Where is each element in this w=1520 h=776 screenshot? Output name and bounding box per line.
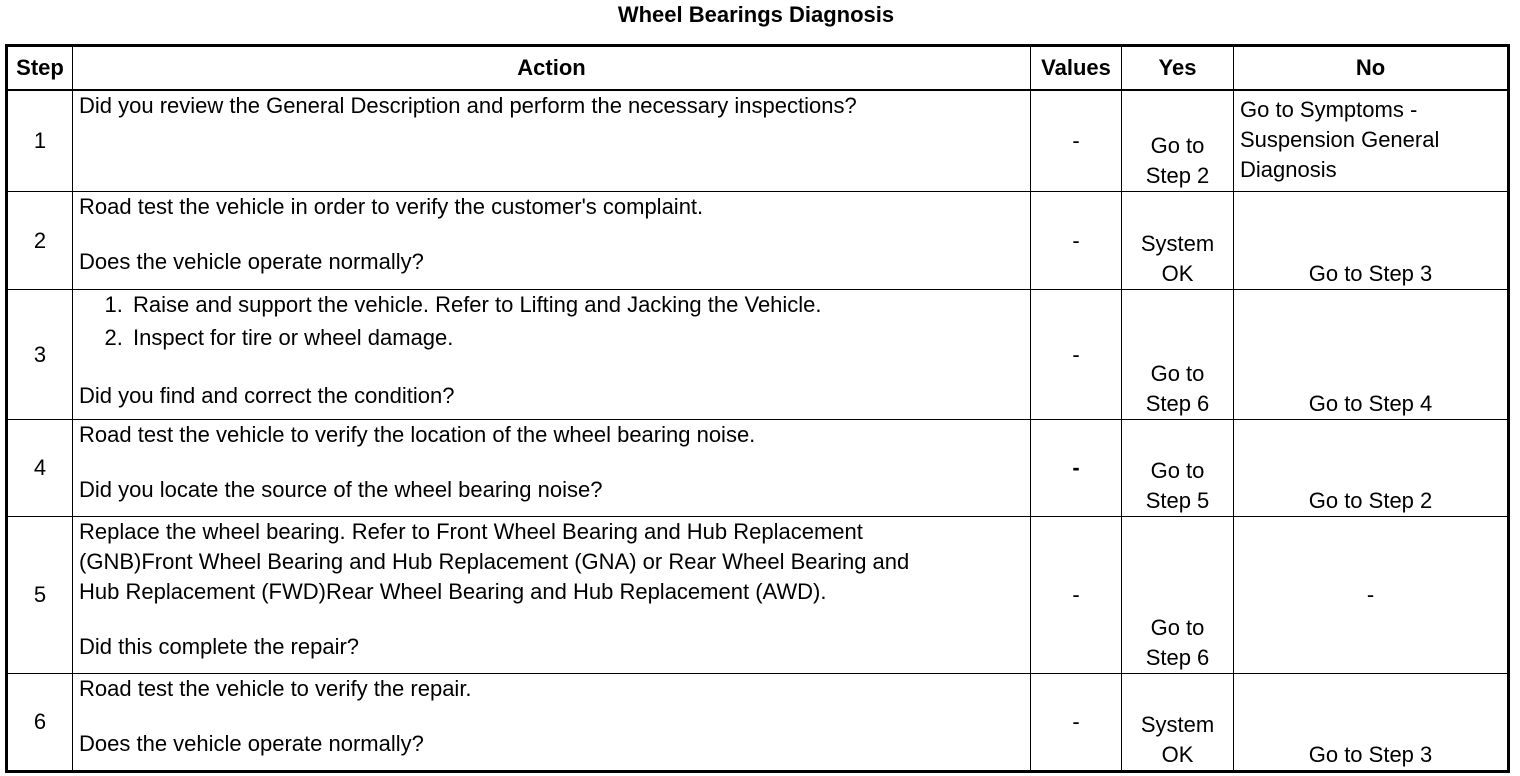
table-row xyxy=(7,90,1509,192)
yes-line: Step 6 xyxy=(1145,645,1210,670)
yes-cell xyxy=(1122,290,1234,420)
table-row xyxy=(7,192,1509,290)
table-row xyxy=(7,290,1509,420)
values-cell: - xyxy=(1031,90,1122,192)
diagnosis-table xyxy=(5,44,1510,773)
yes-cell xyxy=(1122,420,1234,517)
yes-line: Step 2 xyxy=(1145,163,1210,188)
page-title: Wheel Bearings Diagnosis xyxy=(617,2,895,27)
step-number: 2 xyxy=(7,192,73,290)
step-number: 6 xyxy=(7,674,73,772)
no-cell: - xyxy=(1234,517,1509,674)
values-cell: - xyxy=(1031,192,1122,290)
no-line: Diagnosis xyxy=(1240,156,1337,182)
action-question: Did this complete the repair? xyxy=(79,634,360,659)
yes-line: Go to xyxy=(1150,615,1205,640)
header-yes: Yes xyxy=(1122,46,1234,90)
values-cell: - xyxy=(1031,517,1122,674)
list-item: 1. Raise and support the vehicle. Refer to Lifting and Jacking the Vehicle. xyxy=(129,290,1024,320)
action-text: Road test the vehicle in order to verify the customer's complaint. xyxy=(79,194,704,219)
action-question: Did you locate the source of the wheel bearing noise? xyxy=(79,477,603,502)
yes-cell xyxy=(1122,192,1234,290)
values-cell: - xyxy=(1031,290,1122,420)
yes-line: OK xyxy=(1161,742,1194,767)
action-text: Road test the vehicle to verify the location of the wheel bearing noise. xyxy=(79,422,756,447)
yes-cell xyxy=(1122,517,1234,674)
yes-line: OK xyxy=(1161,261,1194,286)
values-cell: - xyxy=(1031,674,1122,772)
values-cell: - xyxy=(1031,420,1122,517)
yes-line: Step 6 xyxy=(1145,391,1210,416)
no-line: Suspension General xyxy=(1240,126,1440,152)
action-cell xyxy=(73,90,1031,192)
header-no: No xyxy=(1234,46,1509,90)
action-line: (GNB)Front Wheel Bearing and Hub Replacement (GNA) or Rear Wheel Bearing and xyxy=(79,549,910,574)
action-cell xyxy=(73,674,1031,772)
action-cell xyxy=(73,517,1031,674)
step-number: 4 xyxy=(7,420,73,517)
yes-line: Go to xyxy=(1150,458,1205,483)
no-cell: Go to Step 3 xyxy=(1234,674,1509,772)
table-row xyxy=(7,420,1509,517)
action-question: Does the vehicle operate normally? xyxy=(79,731,424,756)
yes-cell xyxy=(1122,90,1234,192)
header-action: Action xyxy=(73,46,1031,90)
yes-line: Step 5 xyxy=(1145,488,1210,513)
header-step: Step xyxy=(7,46,73,90)
action-cell xyxy=(73,192,1031,290)
list-item: 2. Inspect for tire or wheel damage. xyxy=(129,323,1024,353)
action-cell xyxy=(73,290,1031,420)
action-line: Replace the wheel bearing. Refer to Front Wheel Bearing and Hub Replacement xyxy=(79,519,863,544)
action-text: Road test the vehicle to verify the repair. xyxy=(79,676,472,701)
action-cell xyxy=(73,420,1031,517)
step-number: 3 xyxy=(7,290,73,420)
yes-line: Go to xyxy=(1150,361,1205,386)
action-line: Hub Replacement (FWD)Rear Wheel Bearing and Hub Replacement (AWD). xyxy=(79,579,827,604)
header-values: Values xyxy=(1031,46,1122,90)
no-cell: Go to Step 4 xyxy=(1234,290,1509,420)
yes-cell xyxy=(1122,674,1234,772)
yes-line: System xyxy=(1140,231,1215,256)
action-question: Does the vehicle operate normally? xyxy=(79,249,424,274)
table-row xyxy=(7,517,1509,674)
table-row xyxy=(7,674,1509,772)
yes-line: Go to xyxy=(1150,133,1205,158)
no-line: Go to Symptoms - xyxy=(1240,96,1418,122)
action-text: Did you review the General Description and perform the necessary inspections? xyxy=(79,92,857,118)
no-cell xyxy=(1234,90,1509,192)
yes-line: System xyxy=(1140,712,1215,737)
no-cell: Go to Step 3 xyxy=(1234,192,1509,290)
action-steps-list xyxy=(79,290,1024,353)
step-number: 5 xyxy=(7,517,73,674)
table-header-row xyxy=(7,46,1509,90)
no-cell: Go to Step 2 xyxy=(1234,420,1509,517)
step-number: 1 xyxy=(7,90,73,192)
action-question: Did you find and correct the condition? xyxy=(79,383,455,408)
